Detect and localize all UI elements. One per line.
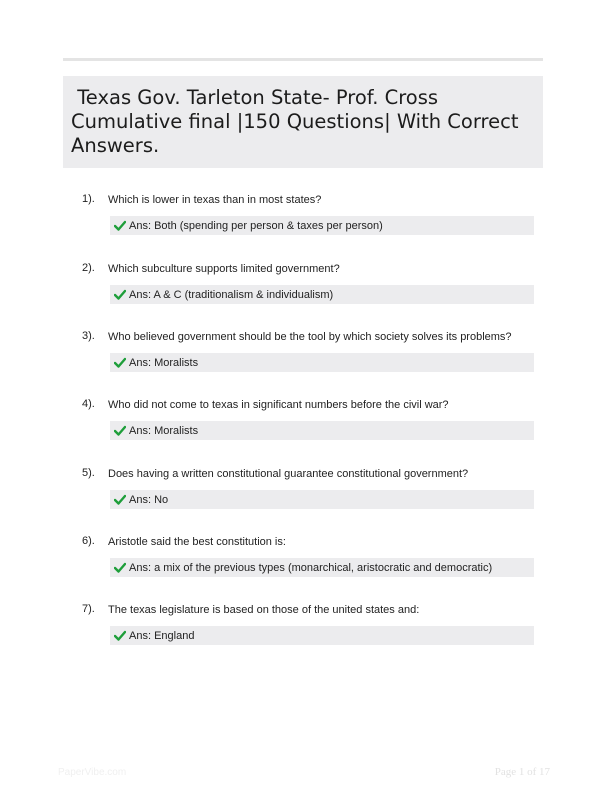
answer-text: Ans: A & C (traditionalism & individualism) [129, 288, 334, 301]
question-text: Aristotle said the best constitution is: [108, 536, 286, 548]
answer-box [110, 285, 534, 304]
answer-box [110, 558, 534, 577]
question-number: 3). [82, 330, 95, 342]
question-text: Who did not come to texas in significant numbers before the civil war? [108, 399, 449, 411]
checkmark-icon [114, 357, 126, 368]
top-divider [63, 58, 543, 61]
answer-text: Ans: Moralists [129, 424, 199, 437]
checkmark-icon [114, 220, 126, 231]
answer-text: Ans: Both (spending per person & taxes per person) [129, 219, 383, 232]
title-banner [63, 76, 543, 168]
question-text: The texas legislature is based on those of the united states and: [108, 604, 420, 616]
footer-page-number: Page 1 of 17 [494, 766, 550, 778]
answer-box [110, 216, 534, 235]
checkmark-icon [114, 425, 126, 436]
question-number: 6). [82, 535, 95, 547]
checkmark-icon [114, 289, 126, 300]
question-number: 5). [82, 467, 95, 479]
answer-box [110, 490, 534, 509]
question-text: Who believed government should be the tool by which society solves its problems? [108, 331, 512, 343]
answer-text: Ans: No [129, 493, 169, 506]
checkmark-icon [114, 630, 126, 641]
answer-box [110, 353, 534, 372]
answer-box [110, 626, 534, 645]
answer-text: Ans: Moralists [129, 356, 199, 369]
footer-site-watermark: PaperVibe.com [58, 767, 127, 778]
question-text: Which subculture supports limited government? [108, 263, 340, 275]
question-text: Does having a written constitutional guarantee constitutional government? [108, 468, 469, 480]
answer-text: Ans: England [129, 629, 195, 642]
question-number: 1). [82, 193, 95, 205]
checkmark-icon [114, 562, 126, 573]
document-title: Texas Gov. Tarleton State- Prof. Cross Cumulative final |150 Questions| With Correct Answers. [71, 86, 525, 157]
question-number: 4). [82, 398, 95, 410]
answer-text: Ans: a mix of the previous types (monarchical, aristocratic and democratic) [129, 561, 493, 574]
answer-box [110, 421, 534, 440]
question-number: 2). [82, 262, 95, 274]
question-text: Which is lower in texas than in most states? [108, 194, 322, 206]
checkmark-icon [114, 494, 126, 505]
question-number: 7). [82, 603, 95, 615]
